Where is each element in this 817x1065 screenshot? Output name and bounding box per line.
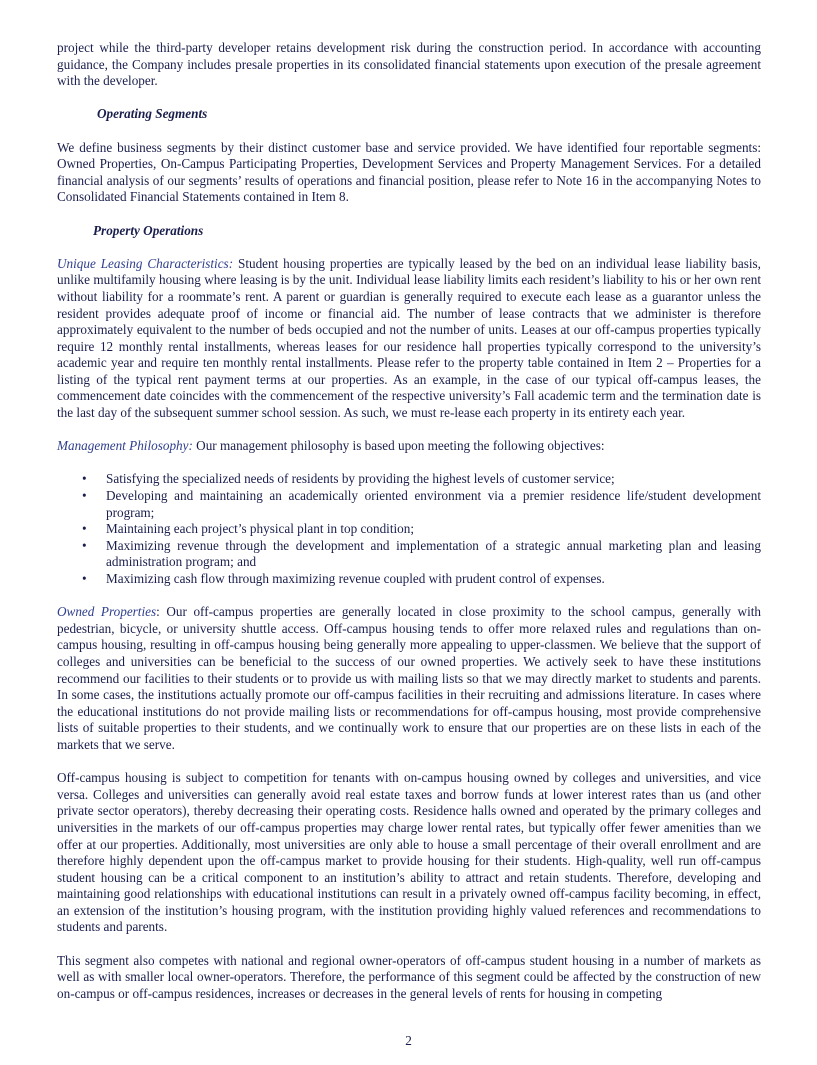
list-item-text: Maximizing revenue through the development and implementation of a strategic annual marketing plan and leasing administration program; and: [106, 537, 761, 570]
list-item-text: Maintaining each project’s physical plant in top condition;: [106, 521, 415, 537]
list-item: [57, 571, 761, 588]
spacer: [57, 206, 761, 223]
heading-operating-segments: Operating Segments: [97, 106, 208, 122]
objectives-list: [57, 471, 761, 587]
list-item: [57, 538, 761, 571]
list-item-text: Developing and maintaining an academically oriented environment via a premier residence life/student development program;: [106, 488, 761, 520]
paragraph-operating-segments: We define business segments by their distinct customer base and service provided. We have identified four reportable segments: Owned Properties, On-Campus Participating Properties, Development Services and Property Management Services. For a detailed financial analysis of our segments’ results of operations and financial position, please refer to Note 16 in the accompanying Notes to Consolidated Financial Statements contained in Item 8.: [57, 139, 761, 205]
paragraph-management-philosophy: [57, 438, 761, 455]
list-item-text: Maximizing cash flow through maximizing revenue coupled with prudent control of expenses.: [106, 571, 605, 586]
unique-leasing-text: Student housing properties are typically leased by the bed on an individual lease liability basis, unlike multifamily housing where leasing is by the unit. Individual lease liability limits each resident’s liability to his or her own rent without liability for a roommate’s rent. A parent or guardian is generally required to execute each lease as a guarantor unless the resident provides adequate proof of income or financial aid. The number of lease contracts that we administer is therefore approximately equivalent to the number of beds occupied and not the number of units. Leases at our off-campus properties typically require 12 monthly rental installments, whereas leases for our residence hall properties typically correspond to the university’s academic year and require ten monthly rental installments. Please refer to the property table contained in Item 2 – Properties for a listing of the typical rent payment terms at our properties. As an example, in the case of our typical off-campus leases, the commencement date coincides with the commencement of the respective university’s Fall academic term and the termination date is the last day of the subsequent summer school session. As such, we must re-lease each property in its entirety each year.: [57, 255, 761, 421]
spacer: [57, 422, 761, 439]
spacer: [57, 123, 761, 140]
document-page: [57, 40, 761, 1002]
owned-properties-text: : Our off-campus properties are generally located in close proximity to the school campus, generally with pedestrian, bicycle, or university shuttle access. Off-campus housing tends to offer more relaxed rules and regulations than on-campus housing, resulting in off-campus housing being generally more appealing to upper-classmen. We believe that the support of colleges and universities can be beneficial to the success of our owned properties. We actively seek to have these institutions recommend our facilities to their students or to provide us with mailing lists so that we may directly market to students and parents. In some cases, the institutions actually promote our off-campus facilities in their recruiting and admissions literature. In cases where the educational institutions do not provide mailing lists or recommendations for off-campus housing, most provide comprehensive lists of suitable properties to their students, and we continually work to ensure that our properties are on these lists in each of the markets that we serve.: [57, 604, 761, 752]
list-item-text: Satisfying the specialized needs of residents by providing the highest levels of customer service;: [106, 471, 615, 487]
bullet-icon: •: [82, 471, 87, 487]
paragraph-unique-leasing: [57, 256, 761, 422]
owned-properties-lead: Owned Properties: [57, 604, 157, 620]
bullet-icon: •: [82, 488, 87, 504]
unique-leasing-lead: Unique Leasing Characteristics:: [57, 255, 234, 271]
management-philosophy-lead: Management Philosophy:: [57, 438, 193, 454]
paragraph-segment-competition: This segment also competes with national and regional owner-operators of off-campus student housing in a number of markets as well as with smaller local owner-operators. Therefore, the performance of this segment could be affected by the construction of new on-campus or off-campus residences, increases or decreases in the general levels of rents for housing in competing: [57, 952, 761, 1001]
spacer: [57, 936, 761, 953]
spacer: [57, 455, 761, 472]
spacer: [57, 90, 761, 107]
bullet-icon: •: [82, 537, 87, 553]
paragraph-owned-properties: [57, 604, 761, 753]
page-number: 2: [405, 1033, 412, 1048]
list-item: [57, 471, 761, 488]
bullet-icon: •: [82, 571, 87, 586]
management-philosophy-text: Our management philosophy is based upon meeting the following objectives:: [192, 438, 605, 454]
spacer: [57, 239, 761, 256]
paragraph-competition: Off-campus housing is subject to competition for tenants with on-campus housing owned by colleges and universities, and vice versa. Colleges and universities can generally avoid real estate taxes and borrow funds at lower interest rates than us (and other private sector operators), thereby decreasing their operating costs. Residence halls owned and operated by the primary colleges and universities in the markets of our off-campus properties may charge lower rental rates, but typically offer fewer amenities than we offer at our properties. Additionally, most universities are only able to house a small percentage of their overall enrollment and are therefore highly dependent upon the off-campus market to provide housing for their students. High-quality, well run off-campus student housing can be a critical component to an institution’s ability to attract and retain students. Therefore, developing and maintaining good relationships with educational institutions can result in a privately owned off-campus facility becoming, in effect, an extension of the institution’s housing program, with the institution providing highly valued references and recommendations to students and parents.: [57, 770, 761, 935]
list-item: [57, 521, 761, 538]
spacer: [57, 754, 761, 771]
paragraph-intro: project while the third-party developer retains development risk during the construction period. In accordance with accounting guidance, the Company includes presale properties in its consolidated financial statements upon execution of the presale agreement with the developer.: [57, 40, 761, 89]
list-item: [57, 488, 761, 521]
heading-property-operations: Property Operations: [93, 222, 204, 238]
bullet-icon: •: [82, 521, 87, 537]
spacer: [57, 588, 761, 605]
